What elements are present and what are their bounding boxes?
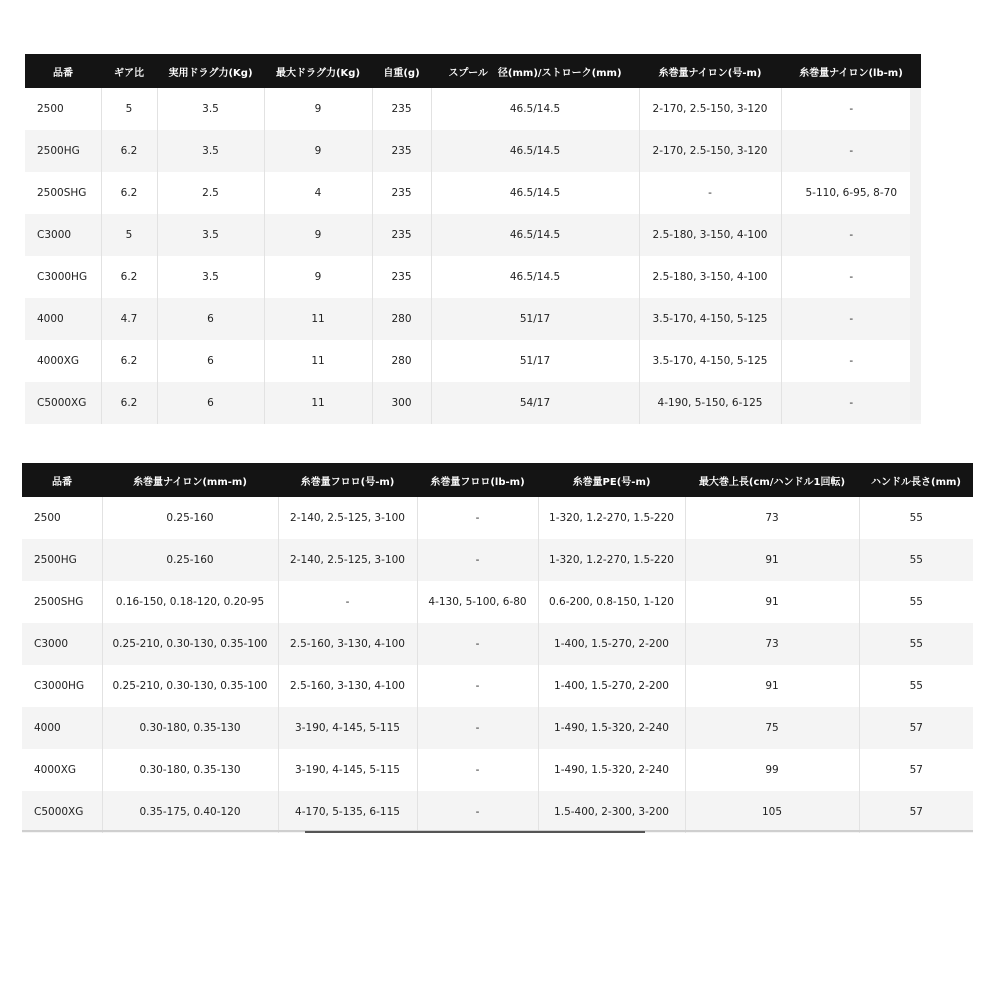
table-cell: 11 <box>264 298 372 340</box>
table-cell: 0.25-160 <box>102 497 278 539</box>
table-cell: 3-190, 4-145, 5-115 <box>278 749 417 791</box>
model-number-cell: C5000XG <box>25 382 101 424</box>
table-cell: 6 <box>157 382 264 424</box>
table-cell: 9 <box>264 88 372 130</box>
table-cell: 75 <box>685 707 859 749</box>
table-cell: 2.5-180, 3-150, 4-100 <box>639 256 781 298</box>
table-cell: 235 <box>372 130 431 172</box>
table-cell: 55 <box>859 581 973 623</box>
table-cell: 46.5/14.5 <box>431 88 639 130</box>
table-cell: 3.5 <box>157 214 264 256</box>
table-cell: - <box>781 130 921 172</box>
table-cell: 57 <box>859 791 973 833</box>
table-cell: 1-320, 1.2-270, 1.5-220 <box>538 497 685 539</box>
table-cell: 46.5/14.5 <box>431 214 639 256</box>
table-cell: 51/17 <box>431 340 639 382</box>
table-cell: 2.5-160, 3-130, 4-100 <box>278 623 417 665</box>
table-cell: 6 <box>157 340 264 382</box>
table-cell: 1-400, 1.5-270, 2-200 <box>538 665 685 707</box>
table-cell: 99 <box>685 749 859 791</box>
table-cell: 1-490, 1.5-320, 2-240 <box>538 707 685 749</box>
table-cell: 11 <box>264 382 372 424</box>
column-header: 糸巻量フロロ(号-m) <box>278 463 417 497</box>
table-row <box>25 214 921 256</box>
table-cell: 4.7 <box>101 298 157 340</box>
table-row <box>22 791 973 833</box>
spec-table-1 <box>25 54 921 424</box>
table-cell: 2.5-180, 3-150, 4-100 <box>639 214 781 256</box>
table-cell: 3.5-170, 4-150, 5-125 <box>639 340 781 382</box>
table-cell: - <box>781 88 921 130</box>
table-cell: 57 <box>859 707 973 749</box>
table-row <box>22 497 973 539</box>
column-header: ギア比 <box>101 54 157 88</box>
model-number-cell: C3000 <box>25 214 101 256</box>
table-row <box>22 749 973 791</box>
table-cell: 6.2 <box>101 256 157 298</box>
column-header: 実用ドラグ力(Kg) <box>157 54 264 88</box>
column-header: 最大ドラグ力(Kg) <box>264 54 372 88</box>
table-cell: 11 <box>264 340 372 382</box>
table-cell: 0.30-180, 0.35-130 <box>102 749 278 791</box>
table-row <box>22 539 973 581</box>
column-header: 品番 <box>22 463 102 497</box>
spec-table-2-header <box>22 463 973 497</box>
model-number-cell: 2500SHG <box>22 581 102 623</box>
table-cell: 1-400, 1.5-270, 2-200 <box>538 623 685 665</box>
table-cell: 55 <box>859 539 973 581</box>
table-cell: 6.2 <box>101 382 157 424</box>
table-cell: 51/17 <box>431 298 639 340</box>
table-cell: 91 <box>685 665 859 707</box>
column-header: スプール 径(mm)/ストローク(mm) <box>431 54 639 88</box>
table-row <box>25 382 921 424</box>
table-cell: 5-110, 6-95, 8-70 <box>781 172 921 214</box>
table-cell: 280 <box>372 340 431 382</box>
column-header: ハンドル長さ(mm) <box>859 463 973 497</box>
model-number-cell: 4000XG <box>22 749 102 791</box>
table-cell: 46.5/14.5 <box>431 130 639 172</box>
table-cell: - <box>417 665 538 707</box>
model-number-cell: C3000 <box>22 623 102 665</box>
table-cell: 3.5-170, 4-150, 5-125 <box>639 298 781 340</box>
table-cell: 0.35-175, 0.40-120 <box>102 791 278 833</box>
table-cell: 6.2 <box>101 172 157 214</box>
column-header: 糸巻量フロロ(lb-m) <box>417 463 538 497</box>
table-cell: 9 <box>264 130 372 172</box>
table-cell: - <box>417 749 538 791</box>
table-cell: - <box>781 214 921 256</box>
table-cell: 235 <box>372 256 431 298</box>
table-cell: - <box>639 172 781 214</box>
table-cell: 235 <box>372 172 431 214</box>
table-cell: 4 <box>264 172 372 214</box>
table-cell: 91 <box>685 539 859 581</box>
table-cell: 0.25-210, 0.30-130, 0.35-100 <box>102 665 278 707</box>
table-cell: 9 <box>264 214 372 256</box>
table-row <box>25 172 921 214</box>
table-cell: 46.5/14.5 <box>431 256 639 298</box>
spec-table-2-body <box>22 497 973 833</box>
model-number-cell: C3000HG <box>22 665 102 707</box>
table-cell: - <box>781 340 921 382</box>
model-number-cell: 2500HG <box>22 539 102 581</box>
model-number-cell: 2500 <box>22 497 102 539</box>
column-header: 品番 <box>25 54 101 88</box>
table-cell: 1.5-400, 2-300, 3-200 <box>538 791 685 833</box>
column-header: 糸巻量ナイロン(lb-m) <box>781 54 921 88</box>
table-cell: - <box>417 539 538 581</box>
model-number-cell: 2500SHG <box>25 172 101 214</box>
model-number-cell: 4000XG <box>25 340 101 382</box>
spec-table-1-header <box>25 54 921 88</box>
table-cell: 54/17 <box>431 382 639 424</box>
table-cell: - <box>417 791 538 833</box>
table-cell: 2-140, 2.5-125, 3-100 <box>278 497 417 539</box>
table-row <box>25 298 921 340</box>
column-header: 最大巻上長(cm/ハンドル1回転) <box>685 463 859 497</box>
table-row <box>22 623 973 665</box>
table-cell: - <box>781 256 921 298</box>
table-cell: 4-170, 5-135, 6-115 <box>278 791 417 833</box>
column-header: 糸巻量ナイロン(mm-m) <box>102 463 278 497</box>
table-cell: 91 <box>685 581 859 623</box>
spec-table-1-body <box>25 88 921 424</box>
table-cell: 55 <box>859 665 973 707</box>
table-cell: - <box>781 382 921 424</box>
table-cell: 0.6-200, 0.8-150, 1-120 <box>538 581 685 623</box>
column-header: 糸巻量PE(号-m) <box>538 463 685 497</box>
table-1-right-edge <box>910 88 921 420</box>
table-cell: 46.5/14.5 <box>431 172 639 214</box>
column-header: 糸巻量ナイロン(号-m) <box>639 54 781 88</box>
table-cell: 2-140, 2.5-125, 3-100 <box>278 539 417 581</box>
table-cell: 235 <box>372 214 431 256</box>
model-number-cell: 4000 <box>22 707 102 749</box>
table-row <box>25 340 921 382</box>
table-cell: 0.25-210, 0.30-130, 0.35-100 <box>102 623 278 665</box>
table-cell: 280 <box>372 298 431 340</box>
model-number-cell: 4000 <box>25 298 101 340</box>
table-cell: 1-320, 1.2-270, 1.5-220 <box>538 539 685 581</box>
table-cell: 4-190, 5-150, 6-125 <box>639 382 781 424</box>
table-cell: 5 <box>101 214 157 256</box>
table-cell: 0.16-150, 0.18-120, 0.20-95 <box>102 581 278 623</box>
table-cell: 105 <box>685 791 859 833</box>
table-cell: 0.30-180, 0.35-130 <box>102 707 278 749</box>
table-cell: 55 <box>859 623 973 665</box>
table-cell: - <box>781 298 921 340</box>
table-cell: 5 <box>101 88 157 130</box>
table-row <box>22 581 973 623</box>
model-number-cell: C5000XG <box>22 791 102 833</box>
table-cell: 6.2 <box>101 340 157 382</box>
table-cell: - <box>417 707 538 749</box>
table-cell: 2.5-160, 3-130, 4-100 <box>278 665 417 707</box>
table-row <box>22 707 973 749</box>
table-cell: 3.5 <box>157 88 264 130</box>
table-cell: - <box>417 497 538 539</box>
model-number-cell: 2500HG <box>25 130 101 172</box>
table-cell: 55 <box>859 497 973 539</box>
table-cell: 3-190, 4-145, 5-115 <box>278 707 417 749</box>
table-cell: 73 <box>685 623 859 665</box>
table-cell: 2.5 <box>157 172 264 214</box>
table-cell: 57 <box>859 749 973 791</box>
table-2-scroll-indicator <box>305 831 645 833</box>
table-row <box>25 130 921 172</box>
table-cell: 300 <box>372 382 431 424</box>
table-cell: 3.5 <box>157 256 264 298</box>
table-cell: - <box>417 623 538 665</box>
table-cell: 1-490, 1.5-320, 2-240 <box>538 749 685 791</box>
model-number-cell: 2500 <box>25 88 101 130</box>
table-cell: 9 <box>264 256 372 298</box>
table-row <box>22 665 973 707</box>
table-cell: 2-170, 2.5-150, 3-120 <box>639 130 781 172</box>
model-number-cell: C3000HG <box>25 256 101 298</box>
table-cell: 6 <box>157 298 264 340</box>
table-cell: 4-130, 5-100, 6-80 <box>417 581 538 623</box>
spec-table-2 <box>22 463 973 833</box>
table-cell: 6.2 <box>101 130 157 172</box>
table-row <box>25 256 921 298</box>
table-cell: 2-170, 2.5-150, 3-120 <box>639 88 781 130</box>
table-cell: 235 <box>372 88 431 130</box>
table-cell: - <box>278 581 417 623</box>
table-cell: 3.5 <box>157 130 264 172</box>
table-row <box>25 88 921 130</box>
column-header: 自重(g) <box>372 54 431 88</box>
table-cell: 0.25-160 <box>102 539 278 581</box>
table-cell: 73 <box>685 497 859 539</box>
